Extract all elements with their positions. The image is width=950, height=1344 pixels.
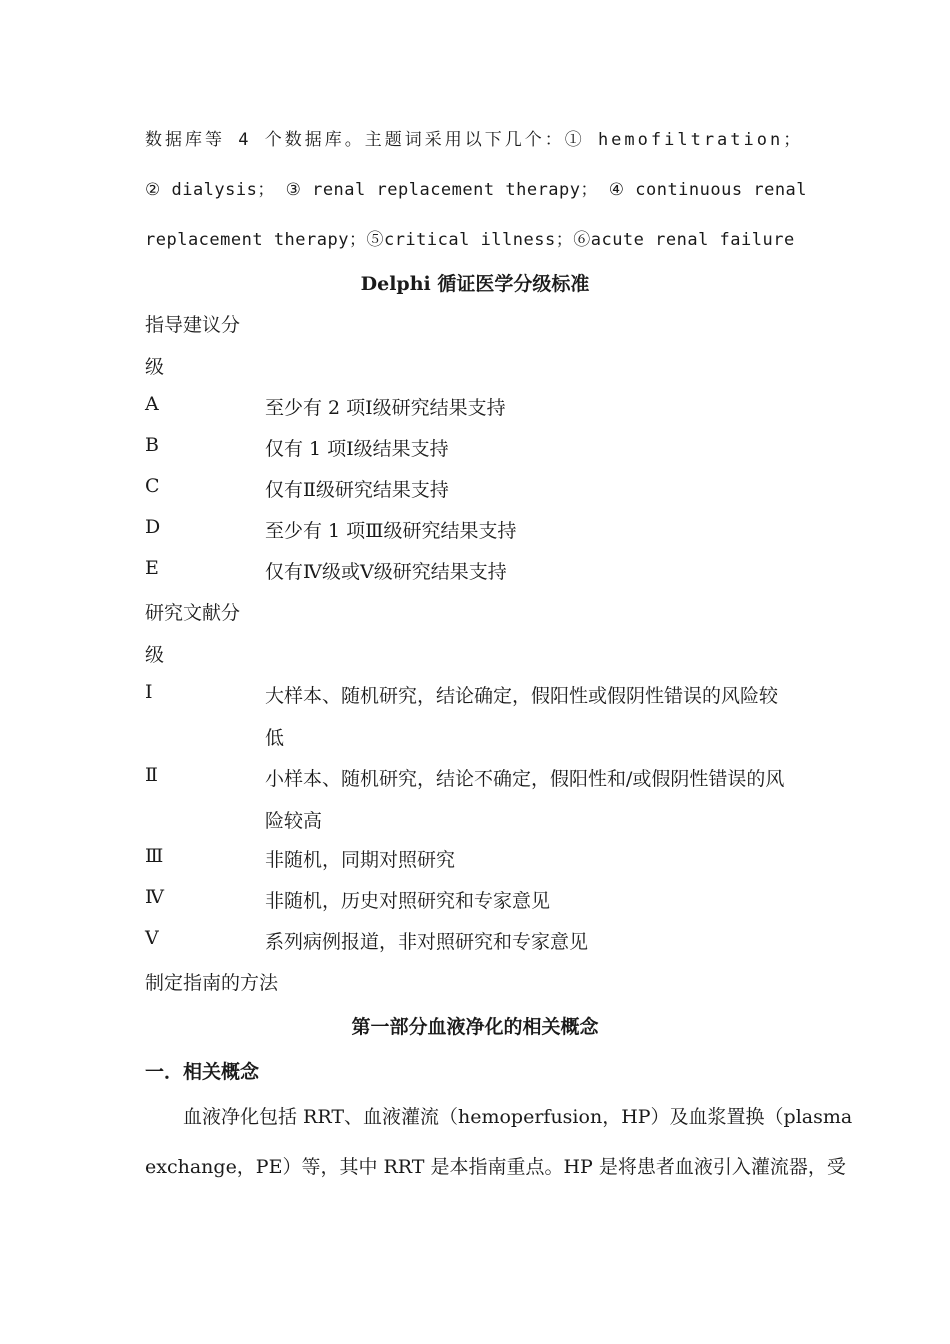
intro-line-2-word: renal [753, 180, 808, 200]
grade-desc: 仅有 1 项Ⅰ级结果支持 [265, 438, 449, 460]
evidence-level: Ⅳ [145, 886, 164, 908]
grade-label: D [145, 516, 161, 538]
evidence-level: Ⅲ [145, 845, 164, 867]
part1-title: 第一部分血液净化的相关概念 [351, 1016, 599, 1038]
evidence-desc: 小样本、随机研究，结论不确定，假阳性和/或假阴性错误的风 [265, 768, 785, 790]
evidence-desc: 系列病例报道，非对照研究和专家意见 [265, 931, 589, 953]
intro-line-2 [145, 175, 807, 200]
intro-line-3: replacement therapy；⑤critical illness；⑥acute renal failure [145, 230, 795, 250]
intro-line-1: 数据库等 4 个数据库。主题词采用以下几个：① hemofiltration； [145, 130, 804, 150]
paragraph-line-1: 血液净化包括 RRT、血液灌流（hemoperfusion，HP）及血浆置换（plasma [183, 1106, 853, 1128]
grade-desc: 仅有Ⅱ级研究结果支持 [265, 479, 449, 501]
intro-line-2-word: therapy； [505, 180, 599, 200]
recommend-heading-cont: 级 [145, 356, 165, 378]
intro-line-2-word: ④ continuous [608, 180, 743, 200]
evidence-level: Ⅴ [145, 927, 159, 949]
evidence-heading: 研究文献分 [145, 602, 241, 624]
recommend-heading: 指导建议分 [145, 314, 241, 336]
grade-desc: 至少有 2 项Ⅰ级研究结果支持 [265, 397, 506, 419]
intro-line-2-word: replacement [376, 180, 495, 200]
evidence-level: Ⅰ [145, 681, 153, 703]
evidence-desc: 非随机，历史对照研究和专家意见 [265, 890, 551, 912]
evidence-desc-cont: 低 [265, 727, 285, 749]
method-heading: 制定指南的方法 [145, 972, 279, 994]
grade-label: E [145, 557, 159, 579]
evidence-desc: 大样本、随机研究，结论确定，假阳性或假阴性错误的风险较 [265, 685, 779, 707]
grade-label: C [145, 475, 160, 497]
grade-desc: 仅有Ⅳ级或Ⅴ级研究结果支持 [265, 561, 507, 583]
grade-label: B [145, 434, 159, 456]
grade-label: A [145, 393, 159, 415]
paragraph-line-2: exchange，PE）等，其中 RRT 是本指南重点。HP 是将患者血液引入灌流器，受 [145, 1156, 846, 1178]
evidence-heading-cont: 级 [145, 644, 165, 666]
grade-desc: 至少有 1 项Ⅲ级研究结果支持 [265, 520, 517, 542]
evidence-level: Ⅱ [145, 764, 158, 786]
intro-line-2-word: ② dialysis； [145, 180, 275, 200]
delphi-title: Delphi 循证医学分级标准 [360, 273, 590, 295]
section-heading: 一．相关概念 [145, 1061, 260, 1083]
evidence-desc: 非随机，同期对照研究 [265, 849, 456, 871]
intro-line-2-word: ③ renal [285, 180, 366, 200]
evidence-desc-cont: 险较高 [265, 810, 323, 832]
